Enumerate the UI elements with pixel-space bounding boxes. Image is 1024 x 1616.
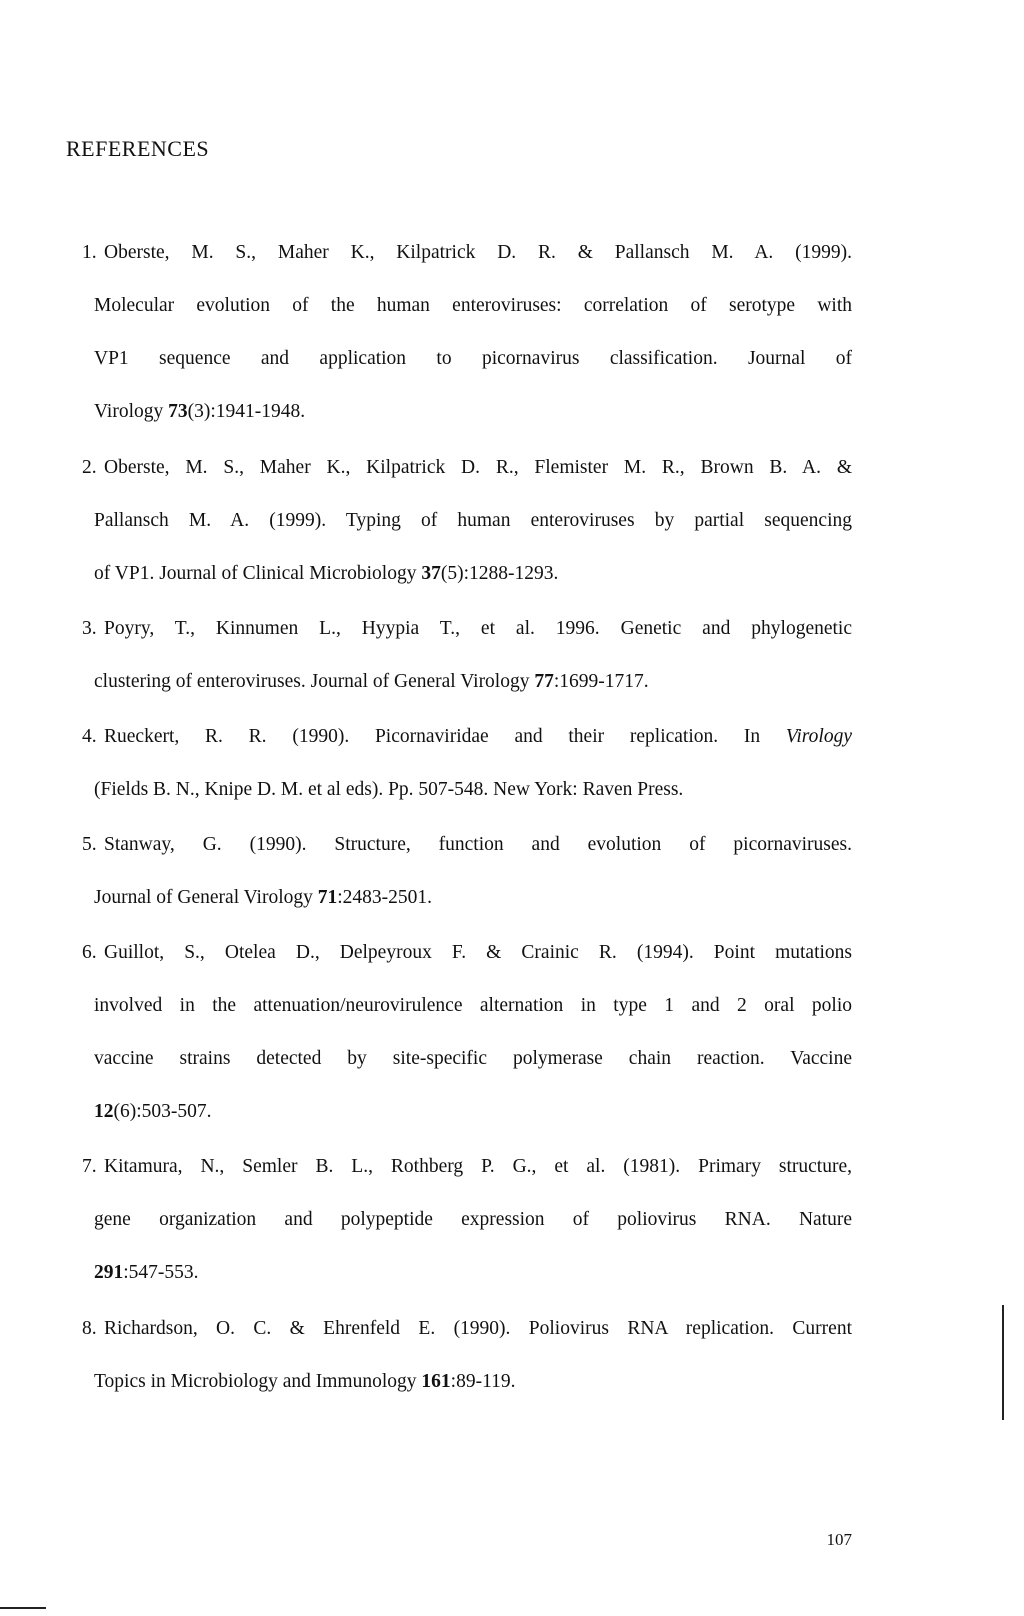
reference-line: 8. Richardson, O. C. & Ehrenfeld E. (1990). Poliovirus RNA replication. Current [82, 1318, 852, 1339]
reference-number: 7. [82, 1156, 97, 1177]
reference-line: clustering of enteroviruses. Journal of General Virology 77:1699-1717. [94, 671, 649, 692]
reference-number: 6. [82, 942, 97, 963]
reference-line: 5. Stanway, G. (1990). Structure, function and evolution of picornaviruses. [82, 834, 852, 855]
reference-line: 4. Rueckert, R. R. (1990). Picornaviridae and their replication. In Virology [82, 726, 852, 747]
page-number: 107 [826, 1530, 852, 1549]
reference-line: vaccine strains detected by site-specific polymerase chain reaction. Vaccine [94, 1048, 852, 1069]
reference-line: 6. Guillot, S., Otelea D., Delpeyroux F. & Crainic R. (1994). Point mutations [82, 942, 852, 963]
reference-number: 5. [82, 834, 97, 855]
reference-line: 2. Oberste, M. S., Maher K., Kilpatrick D. R., Flemister M. R., Brown B. A. & [82, 457, 852, 478]
reference-number: 3. [82, 618, 97, 639]
reference-line: 12(6):503-507. [94, 1101, 212, 1122]
reference-line: Topics in Microbiology and Immunology 161:89-119. [94, 1371, 516, 1392]
reference-line: 7. Kitamura, N., Semler B. L., Rothberg P. G., et al. (1981). Primary structure, [82, 1156, 852, 1177]
reference-number: 4. [82, 726, 97, 747]
reference-number: 2. [82, 457, 97, 478]
reference-line: involved in the attenuation/neurovirulence alternation in type 1 and 2 oral polio [94, 995, 852, 1016]
reference-line: Pallansch M. A. (1999). Typing of human enteroviruses by partial sequencing [94, 510, 852, 531]
reference-line: (Fields B. N., Knipe D. M. et al eds). Pp. 507-548. New York: Raven Press. [94, 779, 684, 800]
reference-line: VP1 sequence and application to picornavirus classification. Journal of [94, 348, 852, 369]
reference-line: Journal of General Virology 71:2483-2501. [94, 887, 433, 908]
reference-line: 1. Oberste, M. S., Maher K., Kilpatrick D. R. & Pallansch M. A. (1999). [82, 242, 852, 263]
footer-rule [0, 1607, 46, 1609]
reference-line: 3. Poyry, T., Kinnumen L., Hyypia T., et al. 1996. Genetic and phylogenetic [82, 618, 852, 639]
references-heading: REFERENCES [66, 136, 210, 161]
reference-line: gene organization and polypeptide expression of poliovirus RNA. Nature [94, 1209, 852, 1230]
reference-line: Virology 73(3):1941-1948. [94, 401, 306, 422]
reference-number: 1. [82, 242, 97, 263]
reference-line: 291:547-553. [94, 1262, 199, 1283]
reference-line: of VP1. Journal of Clinical Microbiology 37(5):1288-1293. [94, 563, 559, 584]
scan-edge-line [1002, 1305, 1004, 1420]
reference-line: Molecular evolution of the human enteroviruses: correlation of serotype with [94, 295, 852, 316]
reference-number: 8. [82, 1318, 97, 1339]
